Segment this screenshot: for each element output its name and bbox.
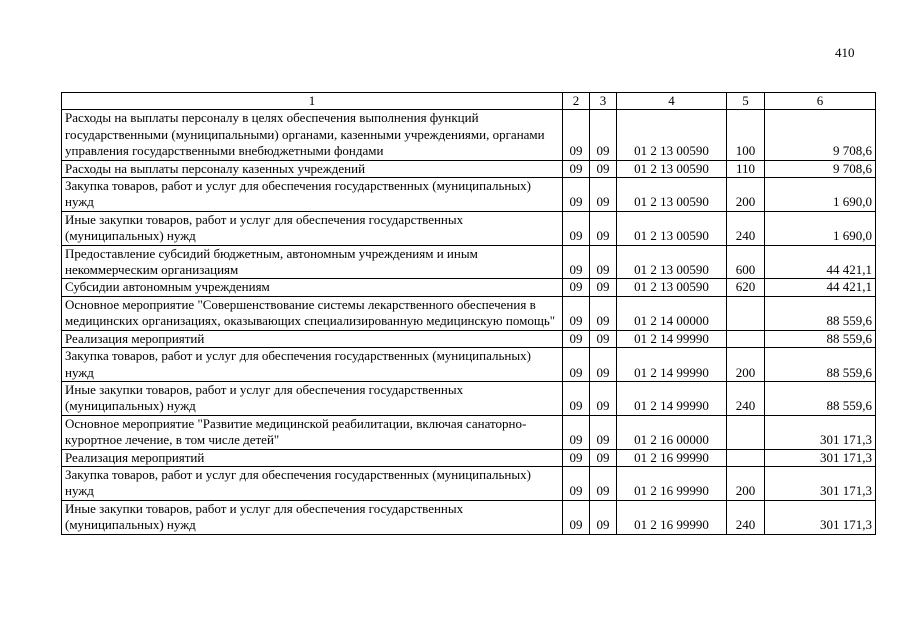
subsection-cell: 09 bbox=[590, 178, 617, 212]
subsection-cell: 09 bbox=[590, 279, 617, 296]
subsection-cell: 09 bbox=[590, 110, 617, 160]
row-name-cell: Закупка товаров, работ и услуг для обеспечения государственных (муниципальных) нужд bbox=[62, 466, 563, 500]
amount-cell: 9 708,6 bbox=[765, 110, 876, 160]
target-article-cell: 01 2 13 00590 bbox=[617, 211, 727, 245]
column-header: 1 bbox=[62, 93, 563, 110]
subsection-cell: 09 bbox=[590, 160, 617, 177]
table-row bbox=[62, 381, 876, 415]
table-row bbox=[62, 110, 876, 160]
amount-cell: 9 708,6 bbox=[765, 160, 876, 177]
section-cell: 09 bbox=[563, 178, 590, 212]
row-name-cell: Закупка товаров, работ и услуг для обеспечения государственных (муниципальных) нужд bbox=[62, 178, 563, 212]
expense-type-cell: 100 bbox=[727, 110, 765, 160]
budget-table bbox=[61, 92, 876, 535]
subsection-cell: 09 bbox=[590, 381, 617, 415]
expense-type-cell: 200 bbox=[727, 466, 765, 500]
row-name-cell: Расходы на выплаты персоналу в целях обеспечения выполнения функций государственными (муниципальными) органами, казенными учреждениями, органами управления государственными внебюджетными фондами bbox=[62, 110, 563, 160]
target-article-cell: 01 2 14 99990 bbox=[617, 330, 727, 347]
section-cell: 09 bbox=[563, 330, 590, 347]
target-article-cell: 01 2 16 99990 bbox=[617, 466, 727, 500]
row-name-cell: Расходы на выплаты персоналу казенных учреждений bbox=[62, 160, 563, 177]
amount-cell: 44 421,1 bbox=[765, 245, 876, 279]
target-article-cell: 01 2 13 00590 bbox=[617, 245, 727, 279]
column-header: 2 bbox=[563, 93, 590, 110]
section-cell: 09 bbox=[563, 279, 590, 296]
expense-type-cell bbox=[727, 296, 765, 330]
row-name-cell: Основное мероприятие "Совершенствование системы лекарственного обеспечения в медицинских организациях, оказывающих специализированную медицинскую помощь" bbox=[62, 296, 563, 330]
column-header: 3 bbox=[590, 93, 617, 110]
section-cell: 09 bbox=[563, 211, 590, 245]
column-header: 6 bbox=[765, 93, 876, 110]
subsection-cell: 09 bbox=[590, 245, 617, 279]
table-row bbox=[62, 500, 876, 534]
amount-cell: 88 559,6 bbox=[765, 381, 876, 415]
expense-type-cell: 620 bbox=[727, 279, 765, 296]
row-name-cell: Реализация мероприятий bbox=[62, 330, 563, 347]
row-name-cell: Субсидии автономным учреждениям bbox=[62, 279, 563, 296]
expense-type-cell: 200 bbox=[727, 178, 765, 212]
amount-cell: 301 171,3 bbox=[765, 449, 876, 466]
section-cell: 09 bbox=[563, 466, 590, 500]
row-name-cell: Предоставление субсидий бюджетным, автономным учреждениям и иным некоммерческим организациям bbox=[62, 245, 563, 279]
table-row bbox=[62, 160, 876, 177]
table-row bbox=[62, 330, 876, 347]
row-name-cell: Закупка товаров, работ и услуг для обеспечения государственных (муниципальных) нужд bbox=[62, 348, 563, 382]
subsection-cell: 09 bbox=[590, 500, 617, 534]
expense-type-cell bbox=[727, 330, 765, 347]
subsection-cell: 09 bbox=[590, 296, 617, 330]
subsection-cell: 09 bbox=[590, 330, 617, 347]
amount-cell: 301 171,3 bbox=[765, 466, 876, 500]
target-article-cell: 01 2 13 00590 bbox=[617, 178, 727, 212]
target-article-cell: 01 2 14 00000 bbox=[617, 296, 727, 330]
amount-cell: 88 559,6 bbox=[765, 330, 876, 347]
section-cell: 09 bbox=[563, 415, 590, 449]
subsection-cell: 09 bbox=[590, 466, 617, 500]
row-name-cell: Реализация мероприятий bbox=[62, 449, 563, 466]
table-row bbox=[62, 466, 876, 500]
table-header-row bbox=[62, 93, 876, 110]
expense-type-cell: 240 bbox=[727, 500, 765, 534]
subsection-cell: 09 bbox=[590, 211, 617, 245]
table-row bbox=[62, 211, 876, 245]
column-header: 5 bbox=[727, 93, 765, 110]
table-row bbox=[62, 279, 876, 296]
target-article-cell: 01 2 16 00000 bbox=[617, 415, 727, 449]
target-article-cell: 01 2 16 99990 bbox=[617, 449, 727, 466]
table-body bbox=[62, 110, 876, 534]
amount-cell: 1 690,0 bbox=[765, 211, 876, 245]
section-cell: 09 bbox=[563, 110, 590, 160]
subsection-cell: 09 bbox=[590, 415, 617, 449]
row-name-cell: Иные закупки товаров, работ и услуг для обеспечения государственных (муниципальных) нужд bbox=[62, 381, 563, 415]
section-cell: 09 bbox=[563, 296, 590, 330]
page-number: 410 bbox=[835, 45, 855, 60]
table-row bbox=[62, 178, 876, 212]
row-name-cell: Иные закупки товаров, работ и услуг для обеспечения государственных (муниципальных) нужд bbox=[62, 500, 563, 534]
section-cell: 09 bbox=[563, 500, 590, 534]
target-article-cell: 01 2 14 99990 bbox=[617, 348, 727, 382]
amount-cell: 44 421,1 bbox=[765, 279, 876, 296]
section-cell: 09 bbox=[563, 381, 590, 415]
row-name-cell: Основное мероприятие "Развитие медицинской реабилитации, включая санаторно-курортное лечение, в том числе детей" bbox=[62, 415, 563, 449]
table-row bbox=[62, 449, 876, 466]
subsection-cell: 09 bbox=[590, 348, 617, 382]
amount-cell: 88 559,6 bbox=[765, 348, 876, 382]
expense-type-cell: 600 bbox=[727, 245, 765, 279]
amount-cell: 301 171,3 bbox=[765, 500, 876, 534]
table-row bbox=[62, 348, 876, 382]
expense-type-cell: 240 bbox=[727, 381, 765, 415]
expense-type-cell: 240 bbox=[727, 211, 765, 245]
section-cell: 09 bbox=[563, 348, 590, 382]
column-header: 4 bbox=[617, 93, 727, 110]
section-cell: 09 bbox=[563, 160, 590, 177]
expense-type-cell: 110 bbox=[727, 160, 765, 177]
row-name-cell: Иные закупки товаров, работ и услуг для обеспечения государственных (муниципальных) нужд bbox=[62, 211, 563, 245]
table-row bbox=[62, 245, 876, 279]
expense-type-cell: 200 bbox=[727, 348, 765, 382]
target-article-cell: 01 2 13 00590 bbox=[617, 110, 727, 160]
target-article-cell: 01 2 13 00590 bbox=[617, 279, 727, 296]
expense-type-cell bbox=[727, 449, 765, 466]
expense-type-cell bbox=[727, 415, 765, 449]
target-article-cell: 01 2 16 99990 bbox=[617, 500, 727, 534]
amount-cell: 1 690,0 bbox=[765, 178, 876, 212]
target-article-cell: 01 2 14 99990 bbox=[617, 381, 727, 415]
table-row bbox=[62, 415, 876, 449]
table-row bbox=[62, 296, 876, 330]
section-cell: 09 bbox=[563, 449, 590, 466]
amount-cell: 301 171,3 bbox=[765, 415, 876, 449]
amount-cell: 88 559,6 bbox=[765, 296, 876, 330]
target-article-cell: 01 2 13 00590 bbox=[617, 160, 727, 177]
subsection-cell: 09 bbox=[590, 449, 617, 466]
section-cell: 09 bbox=[563, 245, 590, 279]
